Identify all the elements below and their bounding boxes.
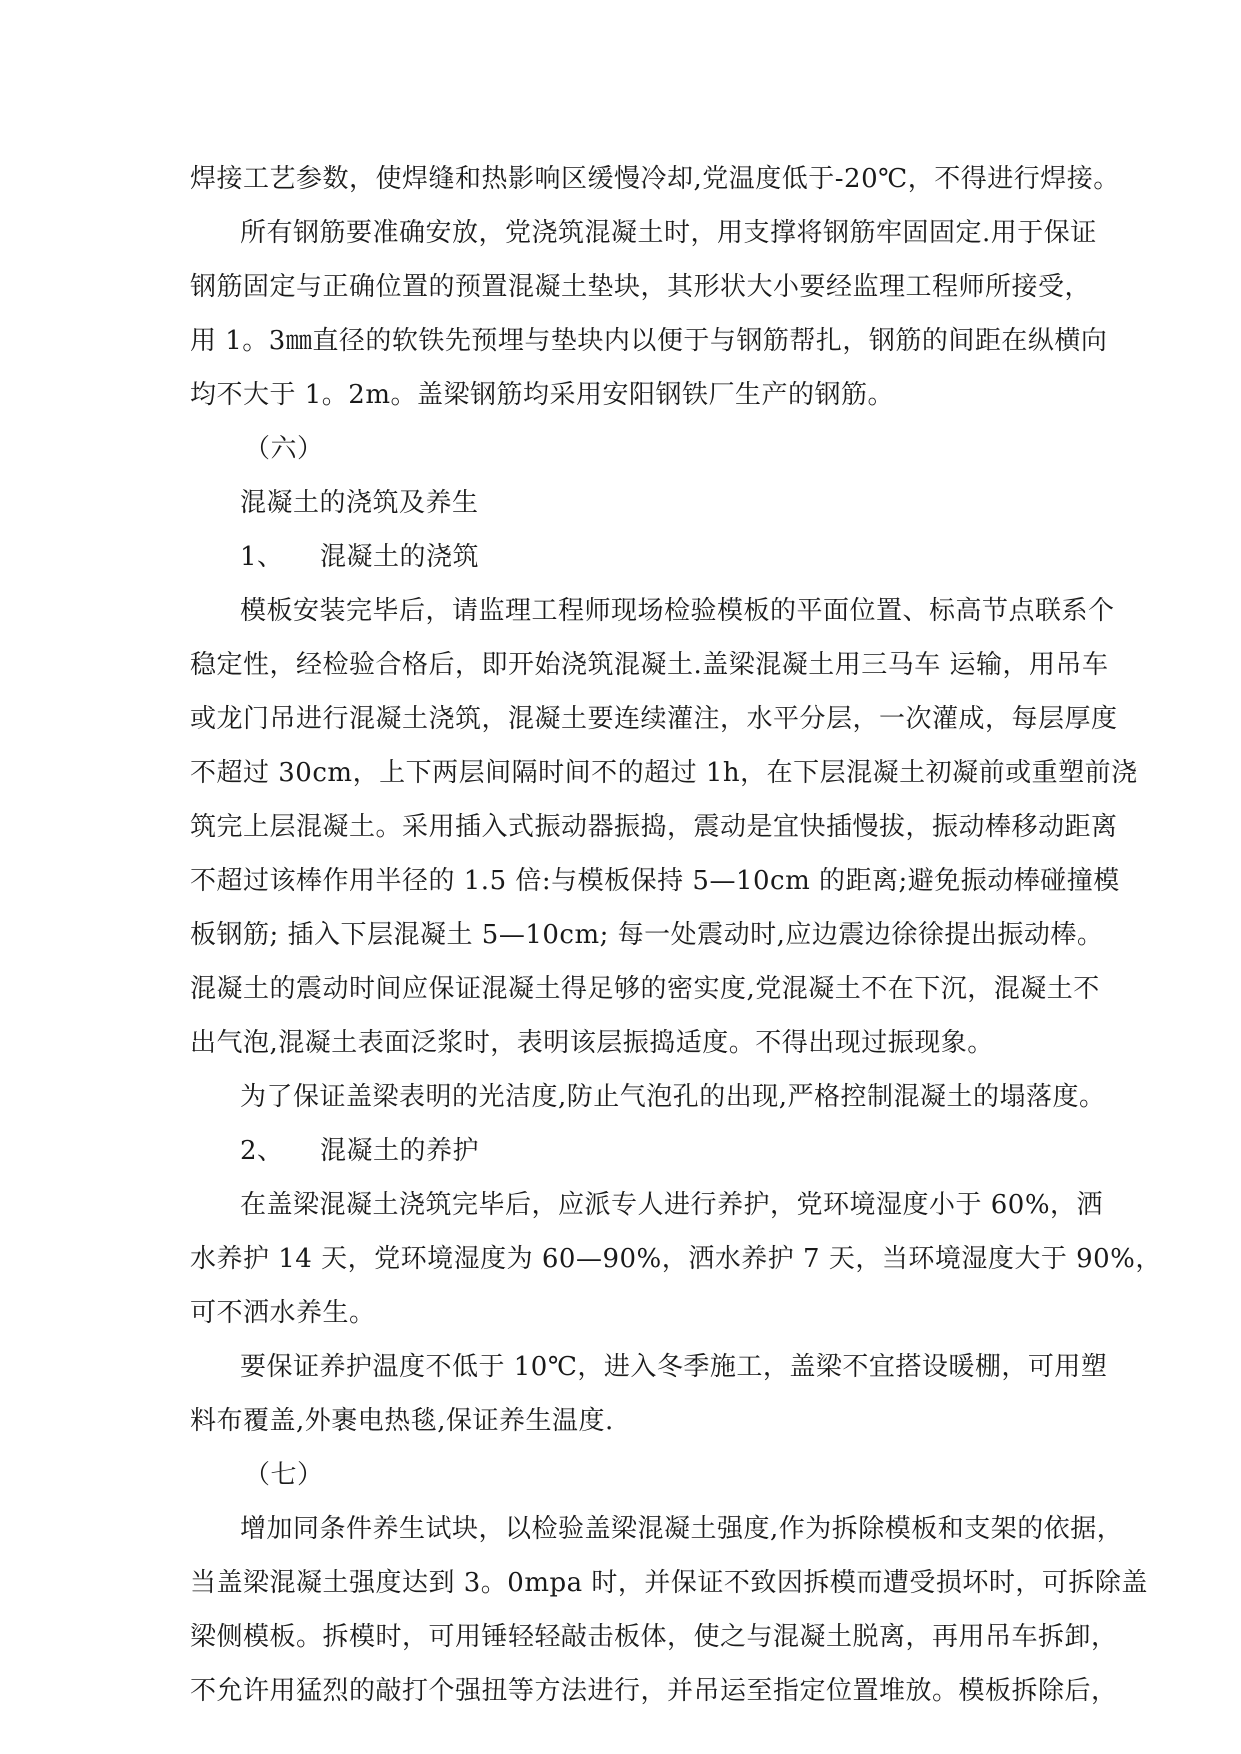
subsection-number: 1、 [240,542,284,572]
paragraph-line: 料布覆盖,外裹电热毯,保证养生温度. [190,1406,614,1436]
paragraph-line: 混凝土的震动时间应保证混凝土得足够的密实度,党混凝土不在下沉，混凝土不 [190,974,1100,1004]
subsection-title: 混凝土的浇筑 [320,542,480,572]
paragraph-line: 要保证养护温度不低于 10℃，进入冬季施工，盖梁不宜搭设暖棚，可用塑 [240,1352,1108,1382]
paragraph-line: 焊接工艺参数，使焊缝和热影响区缓慢冷却,党温度低于-20℃，不得进行焊接。 [190,164,1120,194]
paragraph-line: 模板安装完毕后，请监理工程师现场检验模板的平面位置、标高节点联系个 [240,596,1115,626]
paragraph-line: 增加同条件养生试块，以检验盖梁混凝土强度,作为拆除模板和支架的依据， [240,1514,1124,1544]
paragraph-line: 当盖梁混凝土强度达到 3。0mpa 时，并保证不致因拆模而遭受损坏时，可拆除盖 [190,1568,1148,1598]
paragraph-line: 为了保证盖梁表明的光洁度,防止气泡孔的出现,严格控制混凝土的塌落度。 [240,1082,1106,1112]
paragraph-line: 梁侧模板。拆模时，可用锤轻轻敲击板体，使之与混凝土脱离，再用吊车拆卸， [190,1622,1118,1652]
paragraph-line: 可不洒水养生。 [190,1298,376,1328]
paragraph-line: 所有钢筋要准确安放，党浇筑混凝土时，用支撑将钢筋牢固固定.用于保证 [240,218,1097,248]
paragraph-line: 用 1。3㎜直径的软铁先预埋与垫块内以便于与钢筋帮扎，钢筋的间距在纵横向 [190,326,1108,356]
paragraph-line: 出气泡,混凝土表面泛浆时，表明该层振捣适度。不得出现过振现象。 [190,1028,994,1058]
section-title: 混凝土的浇筑及养生 [240,488,479,518]
paragraph-line: 板钢筋; 插入下层混凝土 5—10cm; 每一处震动时,应边震边徐徐提出振动棒。 [190,920,1104,950]
subsection-number: 2、 [240,1136,284,1166]
paragraph-line: 钢筋固定与正确位置的预置混凝土垫块，其形状大小要经监理工程师所接受， [190,272,1092,302]
paragraph-line: 不超过该棒作用半径的 1.5 倍:与模板保持 5—10cm 的距离;避免振动棒碰撞模 [190,866,1120,896]
document-body [190,152,1162,1718]
paragraph-line: 在盖梁混凝土浇筑完毕后，应派专人进行养护，党环境湿度小于 60%，洒 [240,1190,1104,1220]
subsection-heading-1 [190,530,1052,584]
subsection-title: 混凝土的养护 [320,1136,480,1166]
paragraph-line: 均不大于 1。2m。盖梁钢筋均采用安阳钢铁厂生产的钢筋。 [190,380,895,410]
paragraph-line: 稳定性，经检验合格后，即开始浇筑混凝土.盖梁混凝土用三马车 运输，用吊车 [190,650,1109,680]
section-heading-6: （六） [244,434,324,464]
paragraph-line: 或龙门吊进行混凝土浇筑，混凝土要连续灌注，水平分层，一次灌成，每层厚度 [190,704,1118,734]
paragraph-line: 水养护 14 天，党环境湿度为 60—90%，洒水养护 7 天，当环境湿度大于 90%， [190,1244,1162,1274]
paragraph-line: 不允许用猛烈的敲打个强扭等方法进行，并吊运至指定位置堆放。模板拆除后， [190,1676,1118,1706]
paragraph-line: 筑完上层混凝土。采用插入式振动器振捣，震动是宜快插慢拔，振动棒移动距离 [190,812,1118,842]
paragraph-line: 不超过 30cm，上下两层间隔时间不的超过 1h，在下层混凝土初凝前或重塑前浇 [190,758,1138,788]
subsection-heading-2 [190,1124,1052,1178]
section-heading-7: （七） [244,1460,324,1490]
